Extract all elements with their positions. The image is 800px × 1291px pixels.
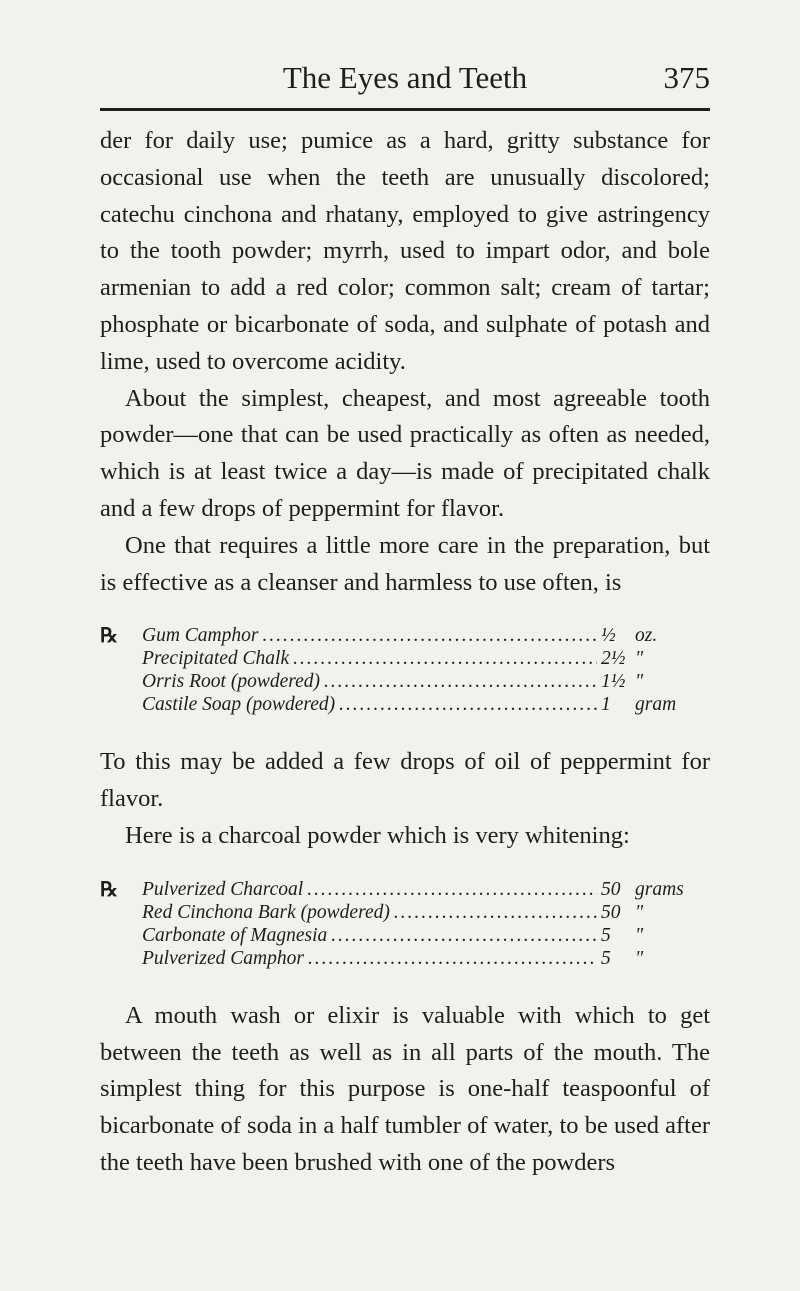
- ingredient-name: Carbonate of Magnesia: [142, 924, 328, 946]
- recipe-row: [122, 647, 710, 670]
- recipe-row: [122, 947, 710, 970]
- ingredient-unit: ": [635, 924, 644, 946]
- recipe-row: [122, 878, 710, 901]
- dot-leader: [331, 924, 597, 947]
- paragraph-mouth-wash: A mouth wash or elixir is valuable with which to get between the teeth as well as in all parts of the mouth. The simplest thing for this purpose is one-half teaspoonful of bicarbonate of soda in a half tumbler of water, to be used after the teeth have been brushed with one of the powders: [100, 1001, 710, 1176]
- dot-leader: [394, 901, 597, 924]
- paragraph-continuation: der for daily use; pumice as a hard, gritty substance for occasional use when the teeth are unusually discolored; catechu cinchona and rhatany, employed to give astringency to the tooth powder; myrrh, used to impart odor, and bole armenian to add a red color; common salt; cream of tartar; phosphate or bicarbonate of soda, and sulphate of potash and lime, used to overcome acidity.: [100, 127, 710, 375]
- dot-leader: [307, 878, 597, 901]
- recipe-charcoal-powder: [100, 878, 710, 970]
- prescription-symbol: ℞: [100, 878, 118, 901]
- ingredient-quantity: 5: [601, 924, 611, 946]
- ingredient-name: Pulverized Camphor: [142, 947, 304, 969]
- ingredient-quantity: 1½: [601, 671, 626, 693]
- page-number: 375: [663, 60, 710, 95]
- ingredient-quantity: 50: [601, 901, 621, 923]
- ingredient-name: Castile Soap (powdered): [142, 694, 336, 716]
- ingredient-name: Red Cinchona Bark (powdered): [142, 901, 390, 923]
- header-rule: [100, 108, 710, 111]
- running-title: The Eyes and Teeth: [282, 60, 528, 95]
- dot-leader: [262, 624, 597, 647]
- recipe-row: [122, 670, 710, 693]
- ingredient-quantity: 5: [601, 947, 611, 969]
- ingredient-unit: ": [635, 648, 644, 670]
- ingredient-name: Orris Root (powdered): [142, 671, 321, 693]
- recipe-row: [122, 693, 710, 716]
- dot-leader: [308, 947, 597, 970]
- dot-leader: [293, 647, 597, 670]
- ingredient-name: Pulverized Charcoal: [142, 878, 304, 900]
- dot-leader: [324, 670, 597, 693]
- recipe-camphor-powder: [100, 624, 710, 716]
- paragraph-simplest-powder: About the simplest, cheapest, and most agreeable tooth powder—one that can be used practically as often as needed, which is at least twice a day—is made of precipitated chalk and a few drops of peppermint for flavor.: [100, 384, 710, 522]
- ingredient-name: Precipitated Chalk: [142, 648, 290, 670]
- paragraph-peppermint: To this may be added a few drops of oil of peppermint for flavor.: [100, 748, 710, 813]
- ingredient-quantity: ½: [601, 625, 616, 647]
- ingredient-unit: ": [635, 671, 644, 693]
- page-header: [100, 60, 710, 108]
- dot-leader: [339, 693, 597, 716]
- ingredient-unit: ": [635, 947, 644, 969]
- ingredient-name: Gum Camphor: [142, 625, 259, 647]
- prescription-symbol: ℞: [100, 625, 118, 648]
- ingredient-quantity: 2½: [601, 648, 626, 670]
- ingredient-unit: oz.: [635, 625, 658, 647]
- recipe-row: [122, 924, 710, 947]
- ingredient-quantity: 1: [601, 694, 611, 716]
- ingredient-unit: grams: [635, 878, 684, 900]
- book-page: [100, 60, 710, 1182]
- recipe-row: [122, 624, 710, 647]
- paragraph-more-care: One that requires a little more care in the preparation, but is effective as a cleanser and harmless to use often, is: [100, 531, 710, 596]
- ingredient-unit: gram: [635, 694, 677, 716]
- recipe-row: [122, 901, 710, 924]
- paragraph-charcoal-intro: Here is a charcoal powder which is very whitening:: [125, 821, 630, 849]
- ingredient-unit: ": [635, 901, 644, 923]
- ingredient-quantity: 50: [601, 878, 621, 900]
